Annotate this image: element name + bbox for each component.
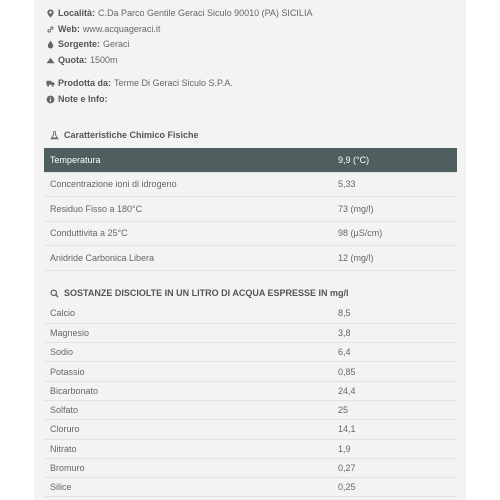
dissolved-title-text: SOSTANZE DISCIOLTE IN UN LITRO DI ACQUA ESPRESSE IN mg/l: [64, 288, 349, 298]
dissolved-table: [44, 304, 457, 497]
quota-value: 1500m: [90, 54, 118, 65]
characteristics-title-text: Caratteristiche Chimico Fisiche: [64, 130, 199, 140]
info-quota: [46, 53, 456, 69]
info-prodotta: [46, 76, 456, 92]
info-web: [46, 22, 456, 38]
note-label: Note e Info:: [58, 93, 108, 104]
sorgente-value: Geraci: [103, 39, 130, 49]
info-localita: [46, 6, 456, 22]
truck-icon: [46, 79, 55, 88]
row-name: Bicarbonato: [44, 381, 331, 400]
localita-label: Località:: [58, 8, 96, 18]
table-row: [44, 478, 457, 497]
table-row: [44, 148, 457, 172]
row-value: 0,27: [331, 458, 457, 477]
row-value: 6,4: [331, 343, 457, 362]
row-name: Calcio: [44, 304, 331, 323]
row-name: Nitrato: [44, 439, 331, 458]
flask-icon: [50, 131, 59, 140]
water-drop-icon: [46, 40, 55, 49]
row-name: Silice: [44, 478, 331, 497]
web-label: Web:: [58, 23, 80, 34]
characteristics-table: [44, 148, 457, 271]
web-link[interactable]: www.acquageraci.it: [82, 23, 161, 34]
table-row: [44, 381, 457, 400]
table-row: [44, 304, 457, 323]
row-name: Temperatura: [44, 148, 331, 172]
row-value: 25: [331, 400, 457, 419]
row-value: 98 (µS/cm): [331, 221, 457, 246]
row-name: Potassio: [44, 362, 331, 381]
row-value: 8,5: [331, 304, 457, 323]
table-row: [44, 439, 457, 458]
row-name: Solfato: [44, 400, 331, 419]
table-row: [44, 246, 457, 271]
table-row: [44, 420, 457, 439]
row-value: 0,85: [331, 362, 457, 381]
table-row: [44, 458, 457, 477]
water-info: [46, 6, 456, 107]
table-row: [44, 172, 457, 197]
sorgente-label: Sorgente:: [58, 39, 101, 49]
row-name: Conduttivita a 25°C: [44, 221, 331, 246]
row-value: 73 (mg/l): [331, 197, 457, 222]
characteristics-title: [50, 130, 199, 140]
table-row: [44, 221, 457, 246]
row-name: Residuo Fisso a 180°C: [44, 197, 331, 222]
search-icon: [50, 289, 59, 298]
dissolved-title: [50, 288, 349, 298]
row-value: 24,4: [331, 381, 457, 400]
mountain-icon: [46, 56, 55, 65]
table-row: [44, 343, 457, 362]
table-row: [44, 362, 457, 381]
info-circle-icon: [46, 95, 55, 104]
row-name: Cloruro: [44, 420, 331, 439]
info-note: [46, 92, 456, 108]
row-value: 12 (mg/l): [331, 246, 457, 271]
row-name: Magnesio: [44, 323, 331, 342]
table-row: [44, 400, 457, 419]
quota-label: Quota:: [58, 54, 87, 65]
prodotta-value: Terme Di Geraci Siculo S.P.A.: [114, 78, 233, 88]
table-row: [44, 197, 457, 222]
row-value: 5,33: [331, 172, 457, 197]
info-sorgente: [46, 37, 456, 53]
localita-value: C.Da Parco Gentile Geraci Siculo 90010 (PA) SICILIA: [98, 8, 313, 18]
row-name: Anidride Carbonica Libera: [44, 246, 331, 271]
row-name: Concentrazione ioni di idrogeno: [44, 172, 331, 197]
row-value: 1,9: [331, 439, 457, 458]
table-row: [44, 323, 457, 342]
row-value: 14,1: [331, 420, 457, 439]
row-value: 9,9 (°C): [331, 148, 457, 172]
row-name: Sodio: [44, 343, 331, 362]
row-name: Bromuro: [44, 458, 331, 477]
prodotta-label: Prodotta da:: [58, 78, 111, 88]
map-marker-icon: [46, 9, 55, 18]
link-icon: [46, 25, 55, 34]
row-value: 3,8: [331, 323, 457, 342]
row-value: 0,25: [331, 478, 457, 497]
